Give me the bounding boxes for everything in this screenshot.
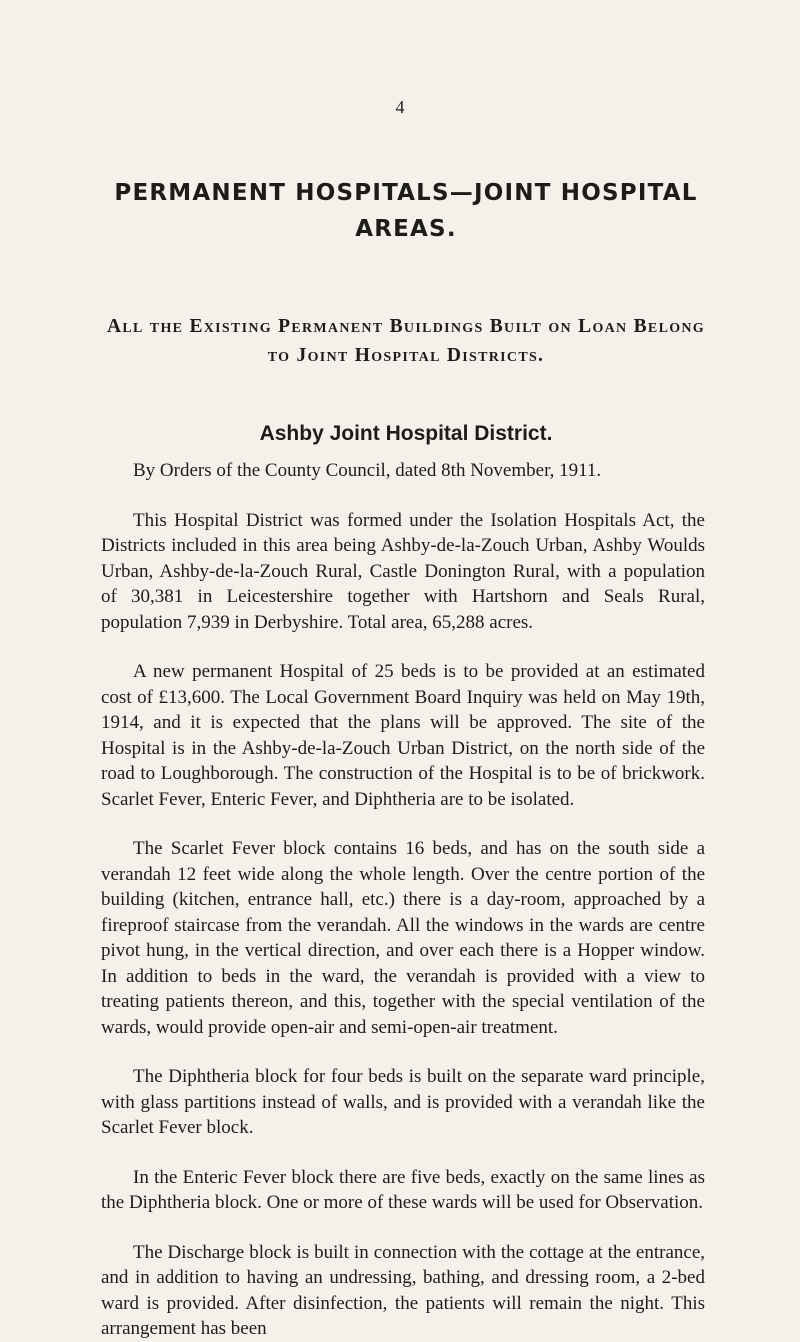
page-title: PERMANENT HOSPITALS—JOINT HOSPITAL AREAS. — [114, 180, 698, 242]
order-line: By Orders of the County Council, dated 8th November, 1911. — [133, 460, 602, 481]
district-heading: Ashby Joint Hospital District. — [259, 422, 553, 445]
section-subtitle: All the Existing Permanent Buildings Built on Loan Belong to Joint Hospital Districts. — [106, 316, 706, 366]
paragraph-scarlet-fever-block: The Scarlet Fever block contains 16 beds, and has on the south side a verandah 12 feet wide along the whole length. Over the centre portion of the building (kitchen, entrance hall, etc.) there is a day-room, approached by a fireproof staircase from the verandah. All the windows in the wards are centre pivot hung, in the vertical direction, and over each there is a Hopper window. In addition to beds in the ward, the verandah is provided with a view to treating patients thereon, and this, together with the special ventilation of the wards, would provide open-air and semi-open-air treatment. — [101, 838, 705, 1038]
paragraph-new-hospital: A new permanent Hospital of 25 beds is to be provided at an estimated cost of £13,600. The Local Government Board Inquiry was held on May 19th, 1914, and it is expected that the plans will be approved. The site of the Hospital is in the Ashby-de-la-Zouch Urban District, on the north side of the road to Loughborough. The construction of the Hospital is to be of brickwork. Scarlet Fever, Enteric Fever, and Diphtheria are to be isolated. — [101, 661, 705, 810]
paragraph-diphtheria-block: The Diphtheria block for four beds is built on the separate ward principle, with glass partitions instead of walls, and is provided with a verandah like the Scarlet Fever block. — [101, 1066, 705, 1138]
paragraph-discharge-block: The Discharge block is built in connection with the cottage at the entrance, and in addition to having an undressing, bathing, and dressing room, a 2-bed ward is provided. After disinfection, the patients will remain the night. This arrangement has been — [101, 1241, 705, 1339]
page-number: 4 — [395, 97, 405, 117]
paragraph-enteric-fever-block: In the Enteric Fever block there are five beds, exactly on the same lines as the Diphtheria block. One or more of these wards will be used for Observation. — [101, 1166, 705, 1213]
body-text — [101, 458, 705, 1342]
paragraph-formation: This Hospital District was formed under the Isolation Hospitals Act, the Districts included in this area being Ashby-de-la-Zouch Urban, Ashby Woulds Urban, Ashby-de-la-Zouch Rural, Castle Donington Rural, with a population of 30,381 in Leicestershire together with Hartshorn and Seals Rural, population 7,939 in Derbyshire. Total area, 65,288 acres. — [101, 509, 705, 633]
